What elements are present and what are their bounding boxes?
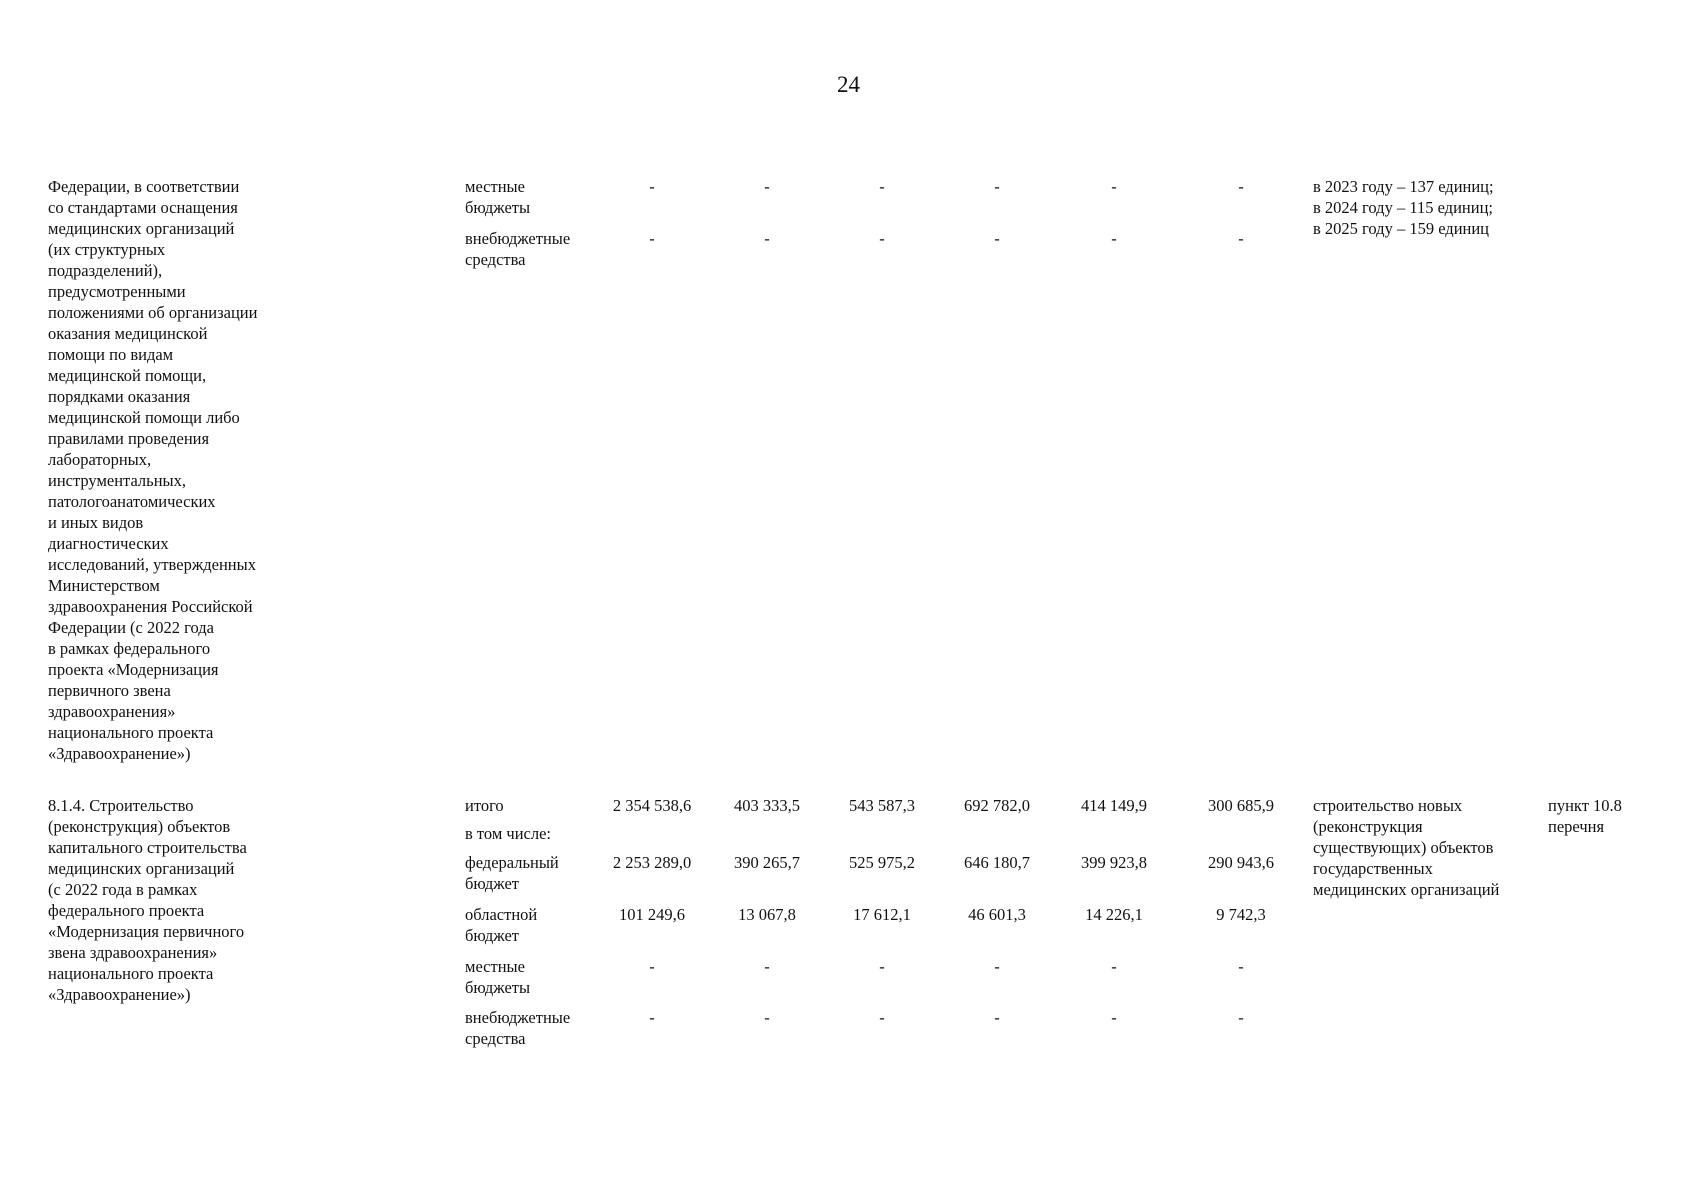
value-year-1: - [764,1008,770,1027]
value-year-2: 543 587,3 [849,796,915,815]
value-total: - [649,957,655,976]
value-total: - [649,177,655,196]
value-year-4: - [1111,229,1117,248]
value-year-3: - [994,229,1000,248]
value-total: - [649,1008,655,1027]
measure-description: 8.1.4. Строительство (реконструкция) объектов капитального строительства медицинских организаций (с 2022 года в рамках федерального проекта «Модернизация первичного звена здравоохранения» национального проекта «Здравоохранение») [48,796,247,1004]
value-year-4: 414 149,9 [1081,796,1147,815]
value-year-2: - [879,177,885,196]
table-row [0,956,1697,1000]
value-year-4: 14 226,1 [1085,905,1143,924]
funding-source: внебюджетные средства [465,229,571,269]
funding-source: федеральный бюджет [465,853,559,893]
value-year-3: - [994,177,1000,196]
value-year-3: 646 180,7 [964,853,1030,872]
value-year-1: 403 333,5 [734,796,800,815]
value-total: 2 354 538,6 [612,796,692,815]
value-year-5: - [1238,229,1244,248]
funding-source: местные бюджеты [465,957,531,997]
value-year-4: 399 923,8 [1081,853,1147,872]
value-year-3: - [994,957,1000,976]
funding-source: итого [465,796,504,815]
funding-source: внебюджетные средства [465,1008,571,1048]
value-year-1: 13 067,8 [738,905,796,924]
table-row [0,1007,1697,1051]
value-year-1: - [764,957,770,976]
value-year-5: 290 943,6 [1208,853,1274,872]
funding-source: областной бюджет [465,905,538,945]
expected-result: в 2023 году – 137 единиц; в 2024 году – 115 единиц; в 2025 году – 159 единиц [1313,177,1494,238]
reference: пункт 10.8 перечня [1548,796,1622,836]
value-year-4: - [1111,957,1117,976]
value-year-2: 17 612,1 [853,905,911,924]
value-year-3: - [994,1008,1000,1027]
value-year-3: 692 782,0 [964,796,1030,815]
value-year-2: - [879,1008,885,1027]
value-year-2: - [879,957,885,976]
value-total: 101 249,6 [619,905,685,924]
value-total: - [649,229,655,248]
value-year-3: 46 601,3 [968,905,1026,924]
value-year-2: - [879,229,885,248]
funding-source: местные бюджеты [465,177,531,217]
value-year-1: - [764,177,770,196]
funding-source: в том числе: [465,824,552,843]
value-year-4: - [1111,177,1117,196]
value-year-1: - [764,229,770,248]
value-year-4: - [1111,1008,1117,1027]
value-year-5: - [1238,177,1244,196]
measure-description: Федерации, в соответствии со стандартами оснащения медицинских организаций (их структурных подразделений), предусмотренными положениями об организации оказания медицинской помощи по видам медицинской помощи, порядками оказания медицинской помощи либо правилами проведения лабораторных, инструментальных, патологоанатомических и иных видов диагностических исследований, утвержденных Министерством здравоохранения Российской Федерации (с 2022 года в рамках федерального проекта «Модернизация первичного звена здравоохранения» национального проекта «Здравоохранение») [48,177,258,763]
page-number: 24 [837,72,860,97]
value-year-5: - [1238,1008,1244,1027]
value-total: 2 253 289,0 [612,853,692,872]
value-year-1: 390 265,7 [734,853,800,872]
value-year-5: 9 742,3 [1216,905,1266,924]
table-row [0,904,1697,948]
value-year-2: 525 975,2 [849,853,915,872]
value-year-5: - [1238,957,1244,976]
expected-result: строительство новых (реконструкция существующих) объектов государственных медицинских организаций [1313,796,1500,899]
value-year-5: 300 685,9 [1208,796,1274,815]
